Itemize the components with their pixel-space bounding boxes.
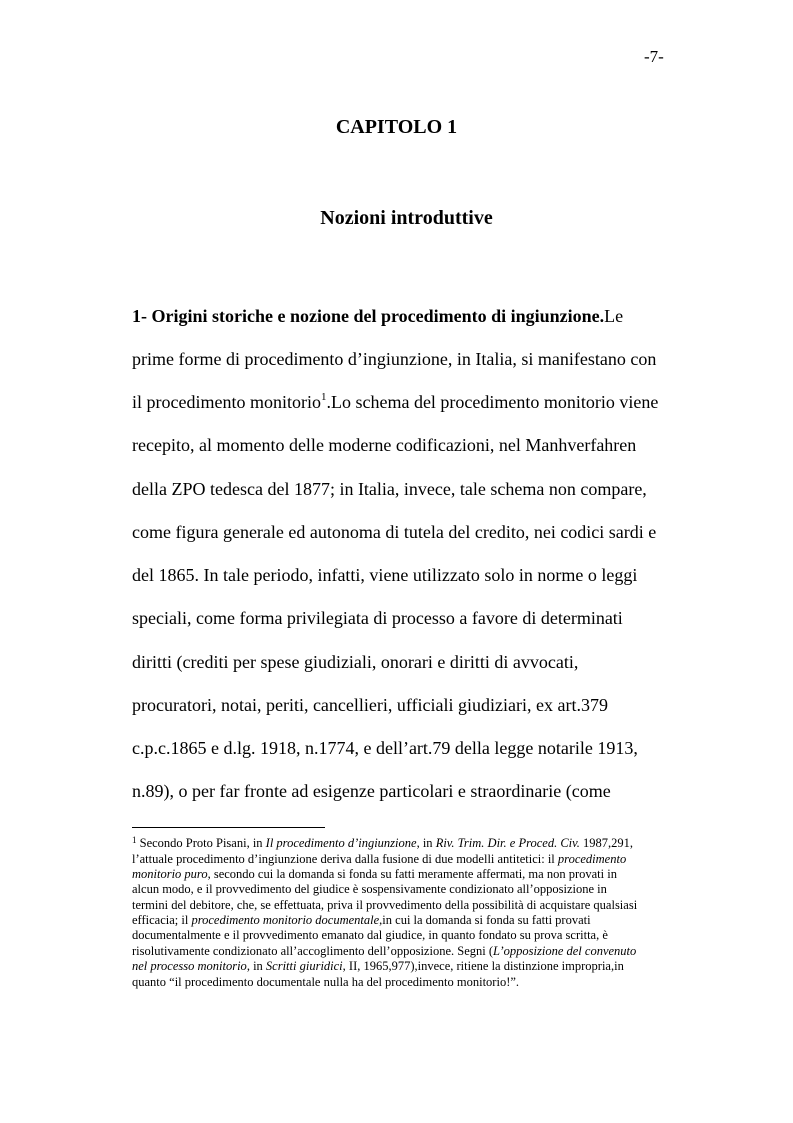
paragraph-line <box>132 390 658 414</box>
paragraph-line: recepito, al momento delle moderne codificazioni, nel Manhverfahren <box>132 435 637 455</box>
footnote-mark: 1 <box>132 835 137 845</box>
paragraph-line: della ZPO tedesca del 1877; in Italia, invece, tale schema non compare, <box>132 479 647 499</box>
paragraph-line: n.89), o per far fronte ad esigenze particolari e straordinarie (come <box>132 781 611 801</box>
footnote-line: risolutivamente condizionato all’accoglimento dell’opposizione. Segni (L’opposizione del convenuto <box>132 944 637 958</box>
footnote-line: documentalmente e il provvedimento emanato dal giudice, in quanto fondato su prova scritta, è <box>132 928 608 942</box>
footnote-line: monitorio puro, secondo cui la domanda si fonda su fatti meramente affermati, ma non provati in <box>132 867 617 881</box>
footnote-line: efficacia; il procedimento monitorio documentale,in cui la domanda si fonda su fatti provati <box>132 913 591 927</box>
section-heading: 1- Origini storiche e nozione del procedimento di ingiunzione. <box>132 306 605 326</box>
chapter-subtitle: Nozioni introduttive <box>320 207 493 229</box>
paragraph-line <box>132 304 623 328</box>
page-number: -7- <box>644 47 664 66</box>
footnote-line: alcun modo, e il provvedimento del giudice è sospensivamente condizionato all’opposizione in <box>132 882 607 896</box>
footnote-line: l’attuale procedimento d’ingiunzione deriva dalla fusione di due modelli antitetici: il procedimento <box>132 852 627 866</box>
line-text: .Lo schema del procedimento monitorio viene <box>326 392 659 412</box>
line-text: il procedimento monitorio <box>132 392 321 412</box>
line-text: Le <box>604 306 624 326</box>
paragraph-line: c.p.c.1865 e d.lg. 1918, n.1774, e dell’art.79 della legge notarile 1913, <box>132 738 638 758</box>
footnote-line: $^1$ Secondo Proto Pisani, in Il procedimento d’ingiunzione, in Riv. Trim. Dir. e Proced. Civ. 1987,291, <box>132 835 634 850</box>
paragraph-line: del 1865. In tale periodo, infatti, viene utilizzato solo in norme o leggi <box>132 565 638 585</box>
chapter-title: CAPITOLO 1 <box>335 116 458 138</box>
footnote-separator <box>132 827 325 828</box>
paragraph-line: prime forme di procedimento d’ingiunzione, in Italia, si manifestano con <box>132 349 657 369</box>
footnote-line: termini del debitore, che, se effettuata, priva il provvedimento della possibilità di acquistare qualsiasi <box>132 898 638 912</box>
footnote-reference[interactable]: 1 <box>320 391 327 403</box>
paragraph-line: speciali, come forma privilegiata di processo a favore di determinati <box>132 608 623 628</box>
paragraph-line: diritti (crediti per spese giudiziali, onorari e diritti di avvocati, <box>132 652 579 672</box>
paragraph-line: procuratori, notai, periti, cancellieri, ufficiali giudiziari, ex art.379 <box>132 695 608 715</box>
footnote-line: quanto “il procedimento documentale nulla ha del procedimento monitorio!”. <box>132 975 520 989</box>
footnote-line: nel processo monitorio, in Scritti giuridici, II, 1965,977),invece, ritiene la distinzione impropria,in <box>132 959 624 973</box>
paragraph-line: come figura generale ed autonoma di tutela del credito, nei codici sardi e <box>132 522 657 542</box>
